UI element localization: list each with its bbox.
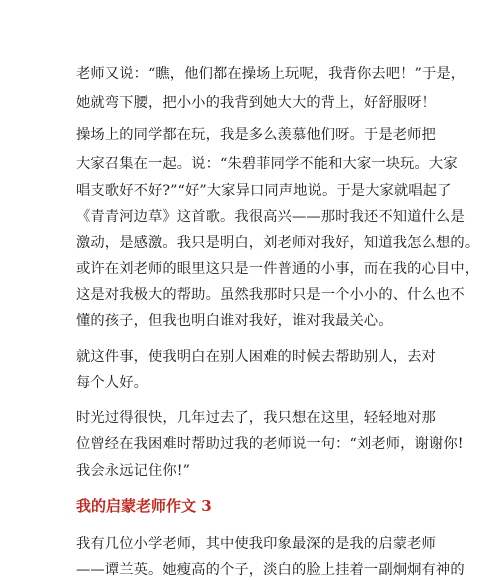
paragraph-line: 老师又说：“瞧，他们都在操场上玩呢，我背你去吧！”于是， xyxy=(76,66,466,82)
paragraph-line: 大家召集在一起。说：“朱碧菲同学不能和大家一块玩。大家 xyxy=(76,156,458,172)
paragraph-line: 每个人好。 xyxy=(76,375,148,391)
paragraph-line: 我会永远记住你!” xyxy=(76,463,191,479)
paragraph-line: 激动，是感激。我只是明白，刘老师对我好，知道我怎么想的。 xyxy=(76,235,480,251)
paragraph-line: 《青青河边草》这首歌。我很高兴——那时我还不知道什么是 xyxy=(76,209,465,225)
paragraph-line: 唱支歌好不好?”“好”大家异口同声地说。于是大家就唱起了 xyxy=(76,183,452,199)
paragraph-line: 懂的孩子，但我也明白谁对我好，谁对我最关心。 xyxy=(76,313,393,329)
paragraph-line: 我有几位小学老师，其中使我印象最深的是我的启蒙老师 xyxy=(76,536,436,552)
paragraph-line: ——谭兰英。她瘦高的个子，淡白的脸上挂着一副炯炯有神的 xyxy=(76,562,465,578)
paragraph-line: 操场上的同学都在玩，我是多么羡慕他们呀。于是老师把 xyxy=(76,127,436,143)
paragraph-line: 这是对我极大的帮助。虽然我那时只是一个小小的、什么也不 xyxy=(76,287,465,303)
paragraph-line: 就这件事，使我明白在别人困难的时候去帮助别人，去对 xyxy=(76,349,436,365)
paragraph-line: 时光过得很快，几年过去了，我只想在这里，轻轻地对那 xyxy=(76,410,436,426)
paragraph-line: 或许在刘老师的眼里这只是一件普通的小事，而在我的心目中， xyxy=(76,261,480,277)
section-heading: 我的启蒙老师作文 3 xyxy=(76,497,212,515)
paragraph-line: 位曾经在我困难时帮助过我的老师说一句：“刘老师，谢谢你! xyxy=(76,436,464,452)
paragraph-line: 她就弯下腰，把小小的我背到她大大的背上，好舒服呀！ xyxy=(76,95,436,111)
